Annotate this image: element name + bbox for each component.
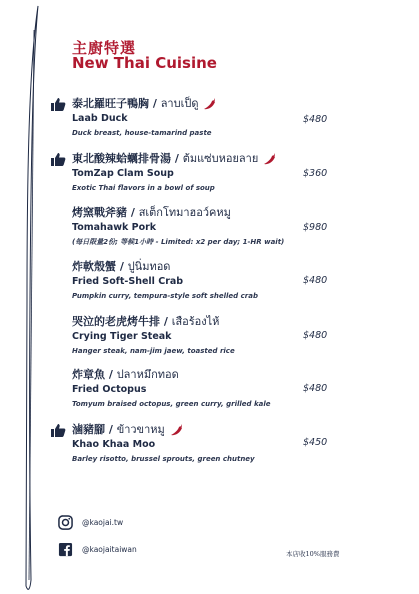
dish-name-zh: 哭泣的老虎烤牛排 /: [72, 315, 172, 328]
dish-name-zh: 炸軟殼蟹 /: [72, 260, 128, 273]
page-title-zh: 主廚特選: [72, 39, 137, 57]
menu-item: [72, 315, 332, 357]
service-charge-note: 本店收10%服務費: [286, 550, 340, 558]
menu-item: [72, 97, 332, 139]
instagram-handle: @kaojai.tw: [82, 518, 124, 527]
menu-item: [72, 260, 332, 302]
dish-name-en: Tomahawk Pork: [72, 222, 157, 233]
dish-price: $480: [303, 275, 328, 286]
dish-name-zh: 東北酸辣蛤蠣排骨湯 /: [72, 152, 183, 165]
dish-name-thai: เสือร้องไห้: [171, 315, 220, 328]
dish-name-en: Khao Khaa Moo: [72, 439, 156, 450]
dish-name-thai: ปลาหมึกทอด: [116, 368, 179, 381]
instagram-icon: [58, 515, 73, 530]
dish-price: $480: [303, 114, 328, 125]
menu-item: [72, 423, 332, 465]
dish-name-thai: ลาบเป็ดู: [160, 97, 199, 110]
menu-item: [72, 152, 332, 194]
menu-item: [72, 368, 332, 410]
dish-description: Hanger steak, nam-jim jaew, toasted rice: [72, 347, 235, 355]
dish-description: Duck breast, house-tamarind paste: [72, 129, 212, 137]
dish-name-en: Fried Octopus: [72, 384, 147, 395]
dish-name-zh: 滷豬腳 /: [72, 423, 117, 436]
chili-icon: [202, 97, 218, 111]
thumbs-up-icon: [50, 151, 66, 167]
dish-name-zh: 炸章魚 /: [72, 368, 117, 381]
dish-name-en: Crying Tiger Steak: [72, 331, 172, 342]
facebook-icon: [58, 542, 73, 557]
chili-icon: [262, 152, 278, 166]
needle-decoration: [0, 0, 60, 594]
page-title-en: New Thai Cuisine: [72, 54, 217, 72]
chili-icon: [169, 423, 185, 437]
dish-name-thai: ข้าวขาหมู: [116, 423, 165, 436]
facebook-link[interactable]: [58, 542, 137, 557]
facebook-handle: @kaojaitaiwan: [82, 545, 137, 554]
dish-description: Pumpkin curry, tempura-style soft shelled crab: [72, 292, 258, 300]
thumbs-up-icon: [50, 422, 66, 438]
dish-description: (每日限量2份; 等候1小時 - Limited: x2 per day; 1-HR wait): [72, 238, 285, 246]
dish-price: $360: [303, 168, 328, 179]
dish-description: Tomyum braised octopus, green curry, grilled kale: [72, 400, 271, 408]
dish-description: Barley risotto, brussel sprouts, green chutney: [72, 455, 255, 463]
dish-name-en: TomZap Clam Soup: [72, 168, 174, 179]
dish-name-zh: 泰北羅旺子鴨胸 /: [72, 97, 161, 110]
dish-name-thai: สเต็กโทมาฮอว์คหมู: [138, 206, 231, 219]
dish-price: $480: [303, 383, 328, 394]
dish-name-thai: ปูนิ่มทอด: [127, 260, 171, 273]
dish-name-thai: ต้มแซ่บหอยลาย: [182, 152, 259, 165]
dish-name-zh: 烤窯戰斧豬 /: [72, 206, 139, 219]
dish-description: Exotic Thai flavors in a bowl of soup: [72, 184, 215, 192]
dish-name-en: Laab Duck: [72, 113, 128, 124]
menu-item: [72, 206, 332, 248]
dish-price: $450: [303, 437, 328, 448]
dish-price: $480: [303, 330, 328, 341]
thumbs-up-icon: [50, 96, 66, 112]
dish-name-en: Fried Soft-Shell Crab: [72, 276, 184, 287]
instagram-link[interactable]: [58, 515, 123, 530]
dish-price: $980: [303, 222, 328, 233]
